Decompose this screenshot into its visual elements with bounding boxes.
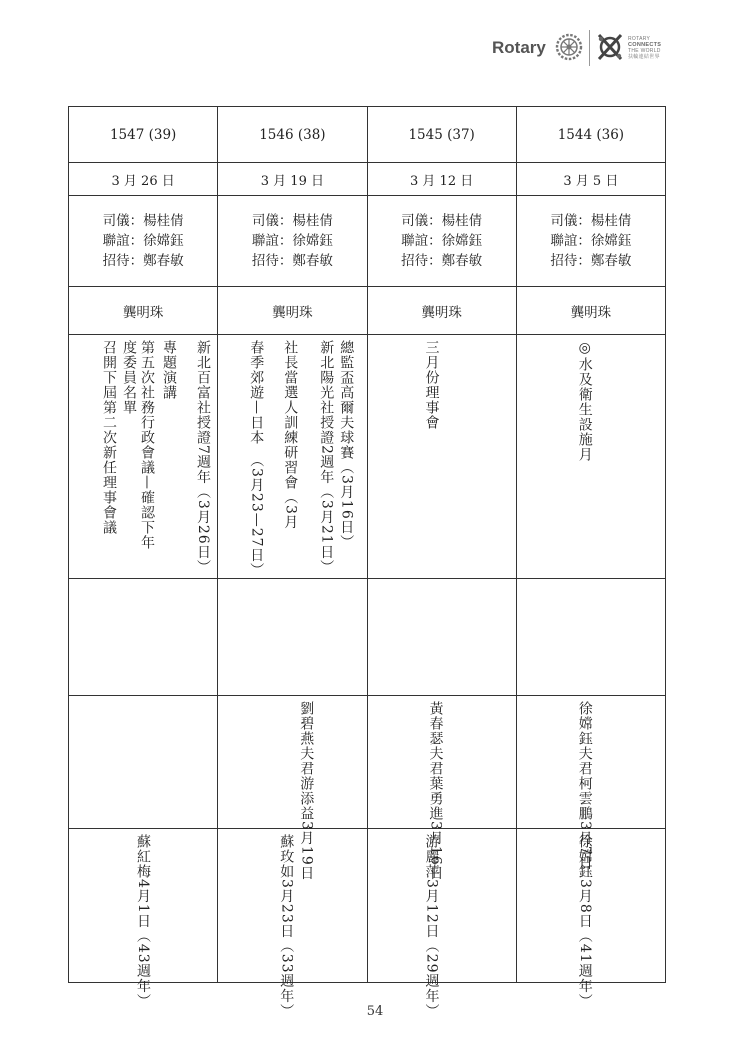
duty-staff-cell: [516, 196, 665, 287]
blank-cell: [516, 579, 665, 696]
meeting-date: 3 月 5 日: [516, 163, 665, 196]
blank-cell: [69, 579, 218, 696]
program-cell: [516, 335, 665, 579]
tagline: [628, 36, 661, 60]
program-item: 召開下屆第二次新任理事會議: [101, 340, 117, 535]
birthday-row: [69, 829, 666, 983]
rotary-logo: [492, 28, 672, 74]
mc-line: 司儀：楊桂倩: [102, 213, 184, 229]
program-item: 新北百富社授證7週年（3月26日）: [195, 340, 211, 575]
program-item: 新北陽光社授證2週年（3月21日）: [318, 340, 335, 575]
page-number: 54: [366, 1004, 384, 1019]
meeting-date: 3 月 26 日: [69, 163, 218, 196]
birthday-cell: [516, 829, 665, 1009]
reception-line: 招待：鄭春敏: [102, 253, 184, 269]
program-item: 三月份理事會: [423, 340, 440, 430]
speaker: 龔明珠: [218, 287, 367, 335]
rotary-wheel-icon: [554, 32, 584, 62]
mc-line: 司儀：楊桂倩: [401, 213, 483, 229]
meeting-date: 3 月 12 日: [367, 163, 516, 196]
tagline-line: THE WORLD: [628, 48, 661, 54]
anniversary-item: 黃春瑟夫君葉勇進3月16日: [427, 701, 444, 881]
reception-line: 招待：鄭春敏: [550, 253, 632, 269]
meeting-number-row: [69, 107, 666, 163]
tagline-line: CONNECTS: [628, 42, 662, 48]
blank-cell: [218, 579, 367, 696]
mc-line: 司儀：楊桂倩: [251, 213, 333, 229]
reception-line: 招待：鄭春敏: [401, 253, 483, 269]
anniversary-cell: [367, 696, 516, 881]
anniversary-row: [69, 696, 666, 829]
fellowship-line: 聯誼：徐嫦鈺: [251, 233, 333, 249]
speaker-row: [69, 287, 666, 335]
speaker: 龔明珠: [516, 287, 665, 335]
anniversary-cell: [516, 696, 665, 871]
birthday-cell: [218, 829, 367, 1019]
meeting-date-row: [69, 163, 666, 196]
rotary-wordmark: Rotary: [492, 38, 546, 57]
meeting-date: 3 月 19 日: [218, 163, 367, 196]
duty-staff-row: [69, 196, 666, 287]
program-item: 度委員名單: [121, 340, 137, 415]
birthday-item: 蘇紅梅4月1日（43週年）: [135, 834, 151, 1009]
program-row: [69, 335, 666, 579]
speaker: 龔明珠: [367, 287, 516, 335]
fellowship-line: 聯誼：徐嫦鈺: [550, 233, 632, 249]
anniversary-item: 劉碧燕夫君游添益3月19日: [298, 701, 315, 881]
fellowship-line: 聯誼：徐嫦鈺: [102, 233, 184, 249]
meeting-number: 1545 (37): [367, 107, 516, 163]
program-cell: [69, 335, 218, 579]
meeting-number: 1547 (39): [69, 107, 218, 163]
anniversary-cell: [69, 696, 218, 829]
duty-staff-cell: [367, 196, 516, 287]
mc-line: 司儀：楊桂倩: [550, 213, 632, 229]
birthday-item: 徐嫦鈺3月8日（41週年）: [576, 834, 593, 1009]
fellowship-line: 聯誼：徐嫦鈺: [401, 233, 483, 249]
program-item: ◎水及衛生設施月: [576, 340, 593, 462]
duty-staff-cell: [69, 196, 218, 287]
birthday-item: 游麗萍3月12日（29週年）: [423, 834, 440, 1019]
meeting-number: 1546 (38): [218, 107, 367, 163]
tagline-line: ROTARY: [628, 36, 651, 42]
birthday-cell: [69, 829, 218, 1009]
program-cell: [218, 335, 367, 579]
blank-row: [69, 579, 666, 696]
connects-world-emblem-icon: [595, 30, 625, 64]
program-item: 總監盃高爾夫球賽（3月16日）: [338, 340, 355, 550]
program-item: 春季郊遊—日本 （3月23—27日）: [248, 340, 265, 578]
logo-divider: [589, 30, 590, 66]
blank-cell: [367, 579, 516, 696]
speaker: 龔明珠: [69, 287, 218, 335]
program-item: 專題演講: [161, 340, 177, 400]
meeting-number: 1544 (36): [516, 107, 665, 163]
birthday-item: 蘇玫如3月23日（33週年）: [278, 834, 295, 1019]
program-cell: [367, 335, 516, 579]
tagline-line: 扶輪連結世界: [628, 54, 660, 60]
duty-staff-cell: [218, 196, 367, 287]
anniversary-item: 徐嫦鈺夫君柯雲鵬3月7日: [576, 701, 593, 871]
meeting-schedule-table: [68, 106, 666, 1019]
program-item: 社長當選人訓練研習會（3月: [282, 340, 299, 530]
program-item: 第五次社務行政會議—確認下年: [139, 340, 155, 550]
anniversary-cell: [218, 696, 367, 881]
reception-line: 招待：鄭春敏: [251, 253, 333, 269]
